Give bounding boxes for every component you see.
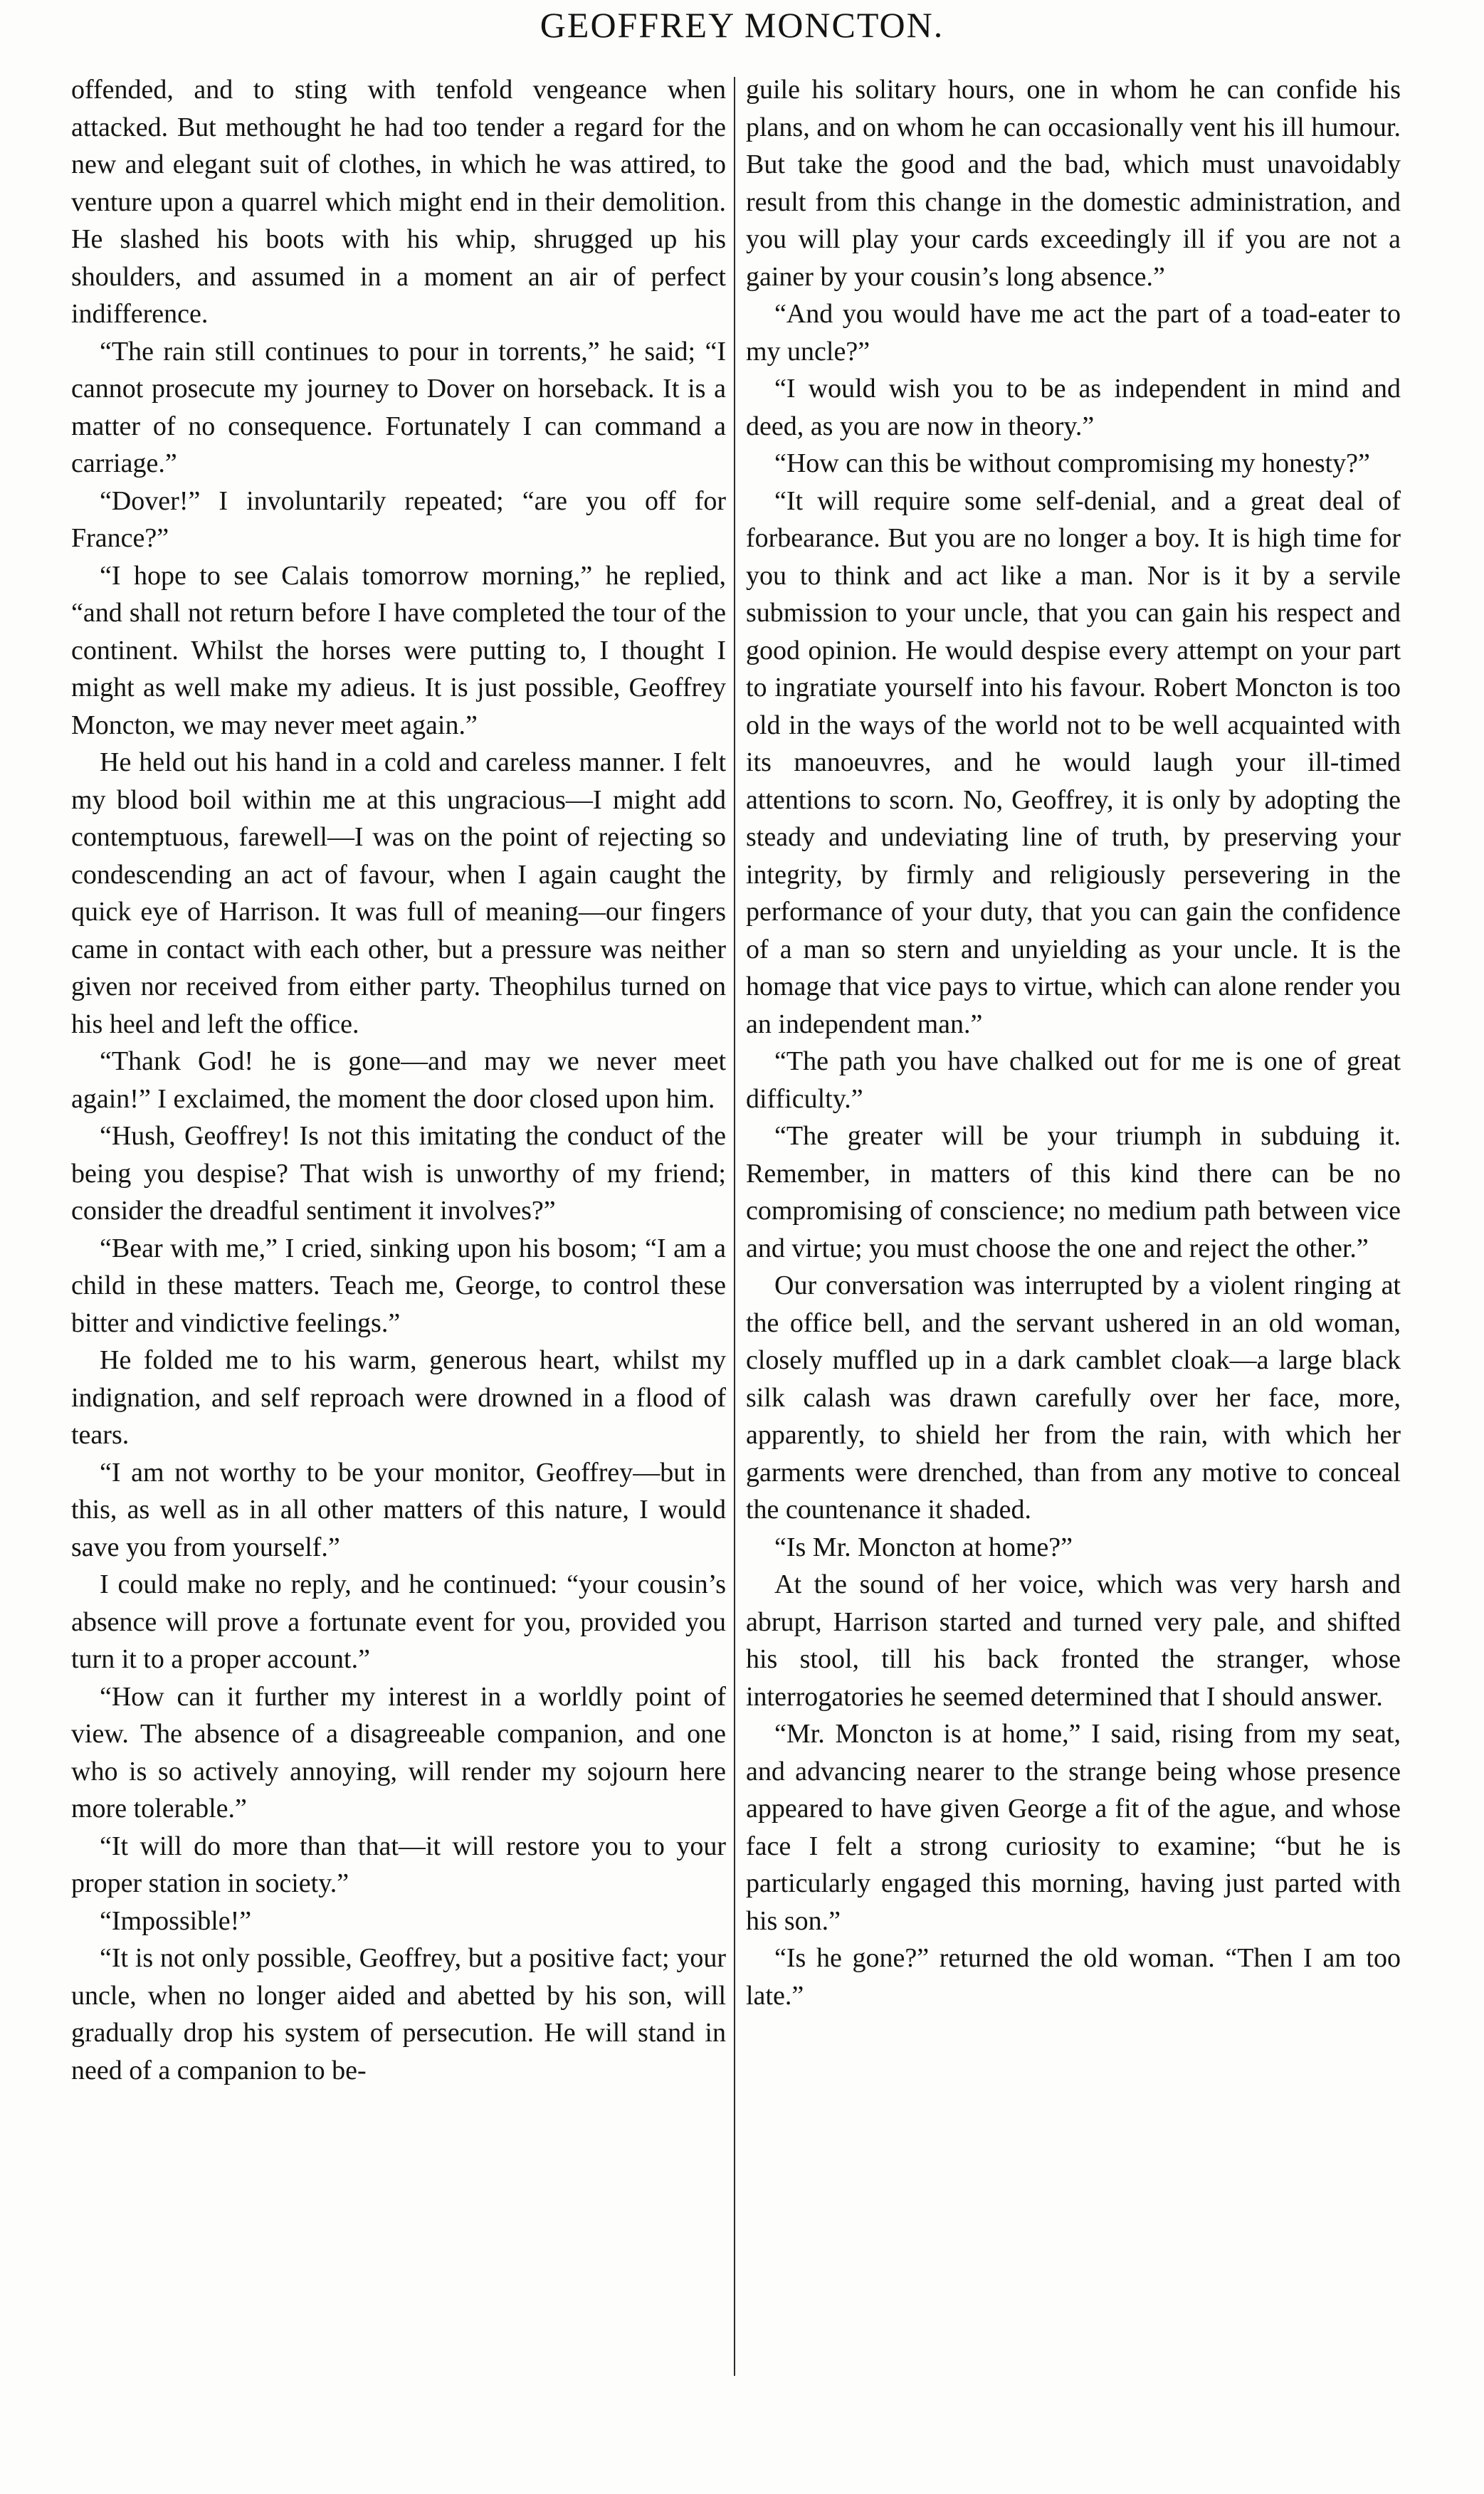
paragraph: offended, and to sting with tenfold vengeance when attacked. But methought he had too tender a regard for the new and elegant suit of clothes, in which he was attired, to venture upon a quarrel which might end in their demolition. He slashed his boots with his whip, shrugged up his shoulders, and assumed in a moment an air of perfect indifference. (71, 75, 726, 329)
paragraph: “Is he gone?” returned the old woman. “Then I am too late.” (746, 1943, 1401, 2011)
paragraph: He folded me to his warm, generous heart, whilst my indignation, and self reproach were drowned in a flood of tears. (71, 1345, 726, 1450)
paragraph: “The rain still continues to pour in torrents,” he said; “I cannot prosecute my journey to Dover on horseback. It is a matter of no consequence. Fortunately I can command a carriage.” (71, 336, 726, 478)
paragraph: “It is not only possible, Geoffrey, but a positive fact; your uncle, when no longer aided and abetted by his son, will gradually drop his system of persecution. He will stand in need of a companion to be- (71, 1943, 726, 2085)
paragraph: “Is Mr. Moncton at home?” (774, 1532, 1073, 1562)
paragraph: “Impossible!” (100, 1905, 252, 1936)
paragraph: At the sound of her voice, which was very harsh and abrupt, Harrison started and turned very pale, and shifted his stool, till his back fronted the stranger, whose interrogatories he seemed determined that I should answer. (746, 1569, 1401, 1712)
paragraph: guile his solitary hours, one in whom he can confide his plans, and on whom he can occasionally vent his ill humour. But take the good and the bad, which must unavoidably result from this change in the domestic administration, and you will play your cards exceedingly ill if you are not a gainer by your cousin’s long absence.” (746, 75, 1401, 292)
paragraph: I could make no reply, and he continued: “your cousin’s absence will prove a fortunate event for you, provided you turn it to a proper account.” (71, 1569, 726, 1674)
paragraph: “And you would have me act the part of a toad-eater to my uncle?” (746, 299, 1401, 367)
paragraph: “It will do more than that—it will restore you to your proper station in society.” (71, 1831, 726, 1898)
paragraph: “Mr. Moncton is at home,” I said, rising from my seat, and advancing nearer to the strange being whose presence appeared to have given George a fit of the ague, and whose face I felt a strong curiosity to examine; “but he is particularly engaged this morning, having just parted with his son.” (746, 1719, 1401, 1936)
paragraph: “I hope to see Calais tomorrow morning,” he replied, “and shall not return before I have completed the tour of the continent. Whilst the horses were putting to, I thought I might as well make my adieus. It is just possible, Geoffrey Moncton, we may never meet again.” (71, 560, 726, 740)
paragraph: “Thank God! he is gone—and may we never meet again!” I exclaimed, the moment the door closed upon him. (71, 1046, 726, 1114)
left-column (71, 71, 726, 2377)
paragraph: “How can it further my interest in a worldly point of view. The absence of a disagreeable companion, and one who is so actively annoying, will render my sojourn here more tolerable.” (71, 1681, 726, 1824)
paragraph: “The path you have chalked out for me is one of great difficulty.” (746, 1046, 1401, 1114)
right-column (746, 71, 1401, 2377)
paragraph: “Dover!” I involuntarily repeated; “are you off for France?” (71, 485, 726, 553)
running-header: GEOFFREY MONCTON. (540, 5, 944, 45)
paragraph: “The greater will be your triumph in subduing it. Remember, in matters of this kind there can be no compromising of conscience; no medium path between vice and virtue; you must choose the one and reject the other.” (746, 1121, 1401, 1263)
paragraph: He held out his hand in a cold and careless manner. I felt my blood boil within me at this ungracious—I might add contemptuous, farewell—I was on the point of rejecting so condescending an act of favour, when I again caught the quick eye of Harrison. It was full of meaning—our fingers came in contact with each other, but a pressure was neither given nor received from either party. Theophilus turned on his heel and left the office. (71, 747, 726, 1039)
paragraph: “Hush, Geoffrey! Is not this imitating the conduct of the being you despise? That wish is unworthy of my friend; consider the dreadful sentiment it involves?” (71, 1121, 726, 1226)
column-divider (734, 77, 735, 2376)
paragraph: “Bear with me,” I cried, sinking upon his bosom; “I am a child in these matters. Teach me, George, to control these bitter and vindictive feelings.” (71, 1233, 726, 1338)
paragraph: Our conversation was interrupted by a violent ringing at the office bell, and the servant ushered in an old woman, closely muffled up in a dark camblet cloak—a large black silk calash was drawn carefully over her face, more, apparently, to shield her from the rain, with which her garments were drenched, than from any motive to conceal the countenance it shaded. (746, 1270, 1401, 1525)
paragraph: “I am not worthy to be your monitor, Geoffrey—but in this, as well as in all other matters of this nature, I would save you from yourself.” (71, 1457, 726, 1562)
paragraph: “It will require some self-denial, and a great deal of forbearance. But you are no longer a boy. It is high time for you to think and act like a man. Nor is it by a servile submission to your uncle, that you can gain his respect and good opinion. He would despise every attempt on your part to ingratiate yourself into his favour. Robert Moncton is too old in the ways of the world not to be well acquainted with its manoeuvres, and he would laugh your ill-timed attentions to scorn. No, Geoffrey, it is only by adopting the steady and undeviating line of truth, by preserving your integrity, by firmly and religiously persevering in the performance of your duty, that you can gain the confidence of a man so stern and unyielding as your uncle. It is the homage that vice pays to virtue, which can alone render you an independent man.” (746, 485, 1401, 1039)
paragraph: “I would wish you to be as independent in mind and deed, as you are now in theory.” (746, 374, 1401, 441)
paragraph: “How can this be without compromising my honesty?” (774, 448, 1370, 478)
